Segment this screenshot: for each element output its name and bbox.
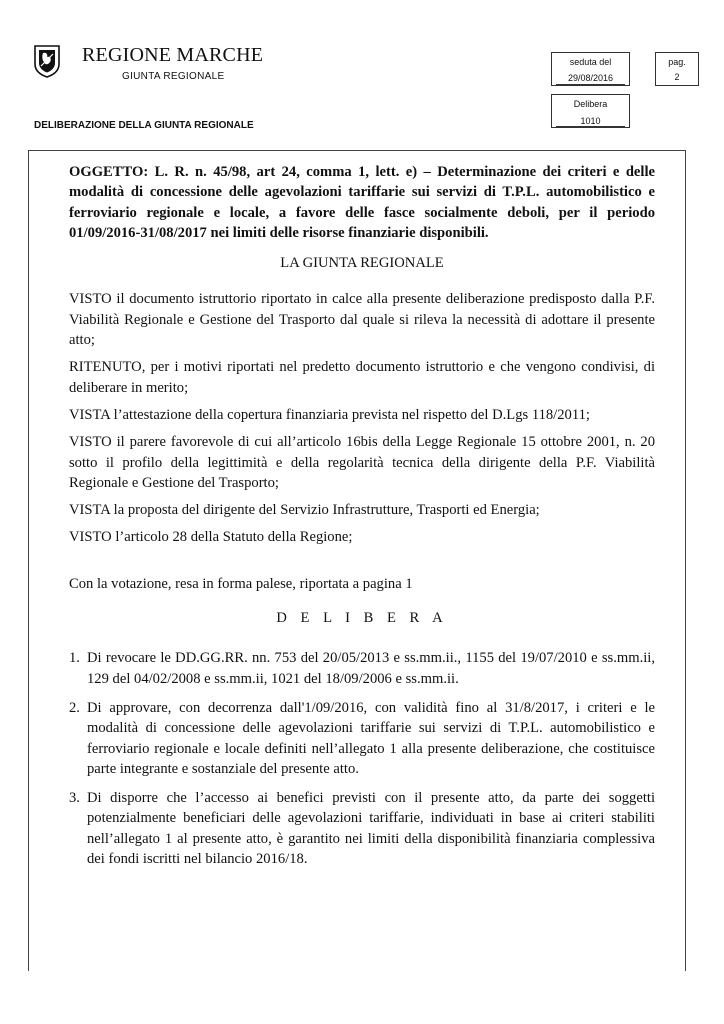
delibera-number: 1010 [556,117,625,127]
org-title: REGIONE MARCHE [82,44,264,66]
seduta-label: seduta del [569,57,612,67]
vista-copertura-paragraph: VISTA l’attestazione della copertura finanziaria prevista nel rispetto del D.Lgs 118/2011; [69,406,590,423]
list-item [69,648,655,689]
delibera-label: Delibera [573,99,608,109]
list-item-number: 1. [69,650,80,667]
page-number: 2 [674,72,680,82]
list-item [69,788,655,869]
document-type: DELIBERAZIONE DELLA GIUNTA REGIONALE [34,120,254,131]
decisions-list [69,648,655,869]
regione-marche-logo [33,44,61,78]
visto-parere-paragraph: VISTO il parere favorevole di cui all’articolo 16bis della Legge Regionale 15 ottobre 2001, n. 20 sotto il profilo della legittimità e della regolarità tecnica della dirigente della P.F. Viabilità Regionale e Gestione del Trasporto; [69,434,655,491]
list-item-text: Di approvare, con decorrenza dall'1/09/2016, con validità fino al 31/8/2017, i criteri e le modalità di concessione delle agevolazioni tariffarie sui servizi di T.P.L. automobilistico e ferroviario regionale e locale definiti nell’allegato 1 alla presente deliberazione, che costituisce parte integrante e sostanziale del presente atto. [87,699,655,777]
delibera-box [551,94,630,128]
document-body [69,162,655,878]
giunta-heading: LA GIUNTA REGIONALE [280,255,444,272]
list-item-text: Di disporre che l’accesso ai benefici previsti con il presente atto, da parte dei soggetti potenzialmente beneficiari delle agevolazioni tariffarie, individuati in base ai criteri stabiliti nell’allegato 1 al presente atto, è garantito nei limiti della disponibilità finanziaria complessiva dei fondi iscritti nel bilancio 2016/18. [87,790,655,868]
list-item-number: 3. [69,790,80,807]
org-subtitle: GIUNTA REGIONALE [122,71,225,82]
list-item-text: Di revocare le DD.GG.RR. nn. 753 del 20/05/2013 e ss.mm.ii., 1155 del 19/07/2010 e ss.mm.ii, 129 del 04/02/2008 e ss.mm.ii, 1021 del 18/09/2006 e ss.mm.ii. [87,650,655,687]
page-box [655,52,699,86]
seduta-box [551,52,630,86]
votazione-paragraph: Con la votazione, resa in forma palese, riportata a pagina 1 [69,575,413,592]
delibera-heading: D E L I B E R A [276,610,448,627]
list-item-number: 2. [69,699,80,716]
visto-paragraph: VISTO il documento istruttorio riportato in calce alla presente deliberazione predisposto dalla P.F. Viabilità Regionale e Gestione del Trasporto dal quale si rileva la necessità di adottare il presente atto; [69,291,655,349]
ritenuto-paragraph: RITENUTO, per i motivi riportati nel predetto documento istruttorio e che vengono condivisi, di deliberare in merito; [69,359,655,396]
oggetto-paragraph: OGGETTO: L. R. n. 45/98, art 24, comma 1, lett. e) – Determinazione dei criteri e delle modalità di concessione delle agevolazioni tariffarie sui servizi di T.P.L. automobilistico e ferroviario regionale e locale, a favore delle fasce socialmente deboli, per il periodo 01/09/2016-31/08/2017 nei limiti delle risorse finanziarie disponibili. [69,164,655,241]
visto-statuto-paragraph: VISTO l’articolo 28 della Statuto della Regione; [69,529,353,546]
vista-proposta-paragraph: VISTA la proposta del dirigente del Servizio Infrastrutture, Trasporti ed Energia; [69,502,540,519]
page-label: pag. [668,57,686,67]
list-item [69,698,655,779]
seduta-value: 29/08/2016 [556,73,625,85]
